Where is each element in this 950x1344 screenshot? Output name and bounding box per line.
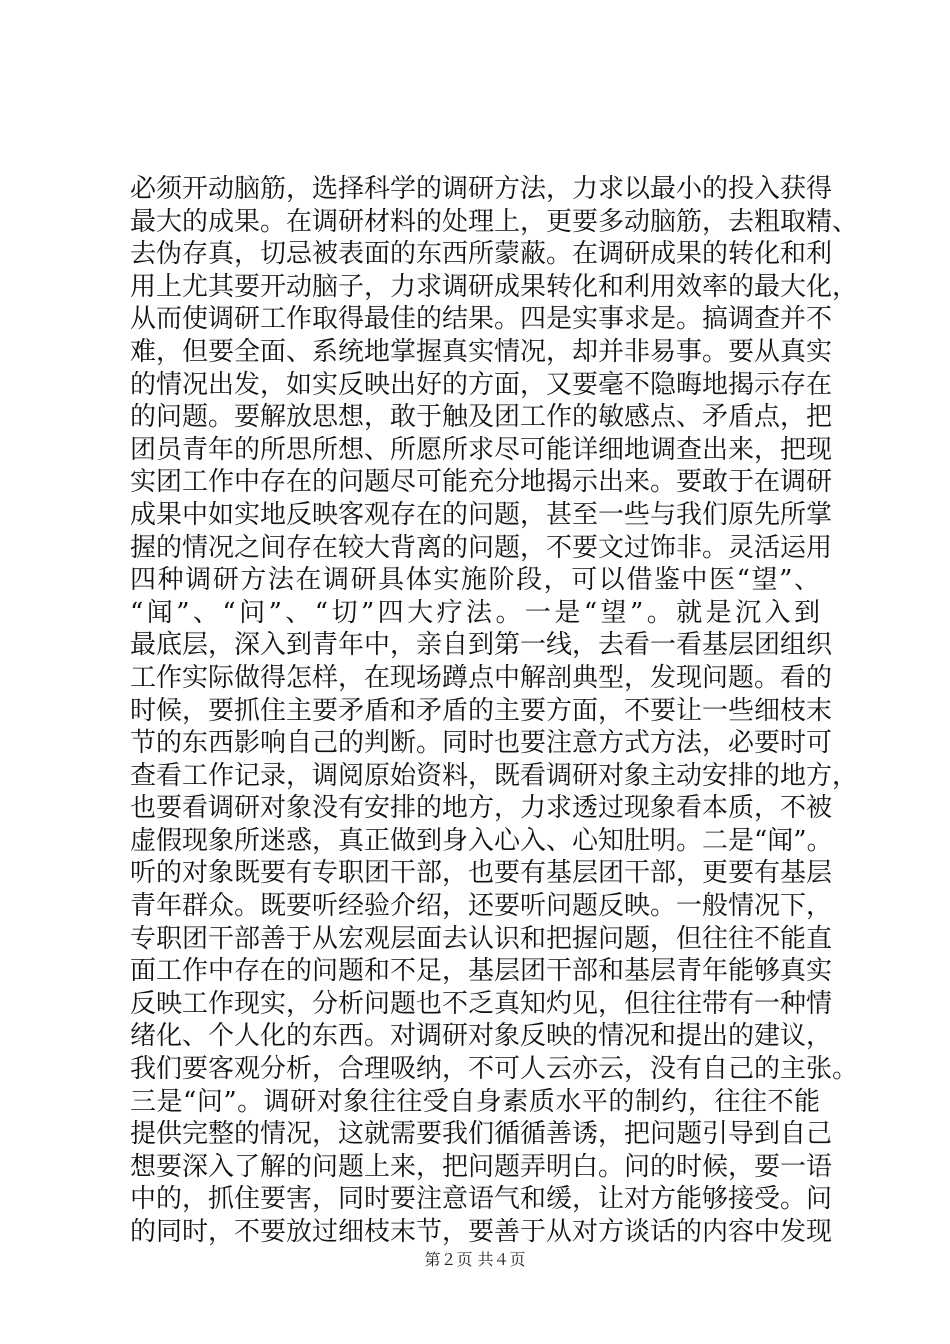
text-line: 的情况出发，如实反映出好的方面，又要毫不隐晦地揭示存在 <box>130 369 833 400</box>
text-line: 反映工作现实，分析问题也不乏真知灼见，但往往带有一种情 <box>130 988 833 1019</box>
text-line: 专职团干部善于从宏观层面去认识和把握问题，但往往不能直 <box>130 923 833 954</box>
text-line: 必须开动脑筋，选择科学的调研方法，力求以最小的投入获得 <box>130 174 833 204</box>
text-line: 最大的成果。在调研材料的处理上，更要多动脑筋，去粗取精、 <box>130 206 859 237</box>
text-line: 青年群众。既要听经验介绍，还要听问题反映。一般情况下， <box>130 891 833 922</box>
page-number-footer: 第２页 共４页 <box>424 1250 526 1269</box>
text-line: 查看工作记录，调阅原始资料，既看调研对象主动安排的地方， <box>130 760 859 791</box>
text-line: 也要看调研对象没有安排的地方，力求透过现象看本质，不被 <box>130 793 833 824</box>
text-line: 工作实际做得怎样，在现场蹲点中解剖典型，发现问题。看的 <box>130 662 833 693</box>
text-line: 用上尤其要开动脑子，力求调研成果转化和利用效率的最大化， <box>130 271 859 302</box>
text-line: 成果中如实地反映客观存在的问题，甚至一些与我们原先所掌 <box>130 499 833 530</box>
text-line: 团员青年的所思所想、所愿所求尽可能详细地调查出来，把现 <box>130 434 833 465</box>
text-line: 最底层，深入到青年中，亲自到第一线，去看一看基层团组织 <box>130 630 833 661</box>
text-line: 时候，要抓住主要矛盾和矛盾的主要方面，不要让一些细枝末 <box>130 695 833 726</box>
text-line: 去伪存真，切忌被表面的东西所蒙蔽。在调研成果的转化和利 <box>130 239 833 270</box>
text-line: 的同时，不要放过细枝末节，要善于从对方谈话的内容中发现 <box>130 1217 833 1247</box>
body-text <box>130 173 859 1249</box>
text-line: 难，但要全面、系统地掌握真实情况，却并非易事。要从真实 <box>130 336 833 367</box>
text-line: 听的对象既要有专职团干部，也要有基层团干部，更要有基层 <box>130 858 833 889</box>
text-line: 中的，抓住要害，同时要注意语气和缓，让对方能够接受。问 <box>130 1184 833 1215</box>
text-line: 虚假现象所迷惑，真正做到身入心入、心知肚明。二是“闻”。 <box>130 825 833 856</box>
text-line: 节的东西影响自己的判断。同时也要注意方式方法，必要时可 <box>130 728 833 759</box>
text-line: 实团工作中存在的问题尽可能充分地揭示出来。要敢于在调研 <box>130 467 833 498</box>
text-line: 的问题。要解放思想，敢于触及团工作的敏感点、矛盾点，把 <box>130 402 833 433</box>
text-line: 从而使调研工作取得最佳的结果。四是实事求是。搞调查并不 <box>130 304 833 335</box>
text-line: “闻”、“问”、“切”四大疗法。一是“望”。就是沉入到 <box>130 597 820 628</box>
text-line: 提供完整的情况，这就需要我们循循善诱，把问题引导到自己 <box>130 1119 833 1150</box>
text-line: 三是“问”。调研对象往往受自身素质水平的制约，往往不能 <box>130 1086 820 1117</box>
text-line: 我们要客观分析，合理吸纳，不可人云亦云，没有自己的主张。 <box>130 1054 859 1085</box>
text-line: 握的情况之间存在较大背离的问题，不要文过饰非。灵活运用 <box>130 532 833 563</box>
text-line: 绪化、个人化的东西。对调研对象反映的情况和提出的建议， <box>130 1021 833 1052</box>
text-line: 面工作中存在的问题和不足，基层团干部和基层青年能够真实 <box>130 956 833 987</box>
text-line: 四种调研方法在调研具体实施阶段，可以借鉴中医“望”、 <box>130 565 820 596</box>
text-line: 想要深入了解的问题上来，把问题弄明白。问的时候，要一语 <box>130 1151 833 1182</box>
